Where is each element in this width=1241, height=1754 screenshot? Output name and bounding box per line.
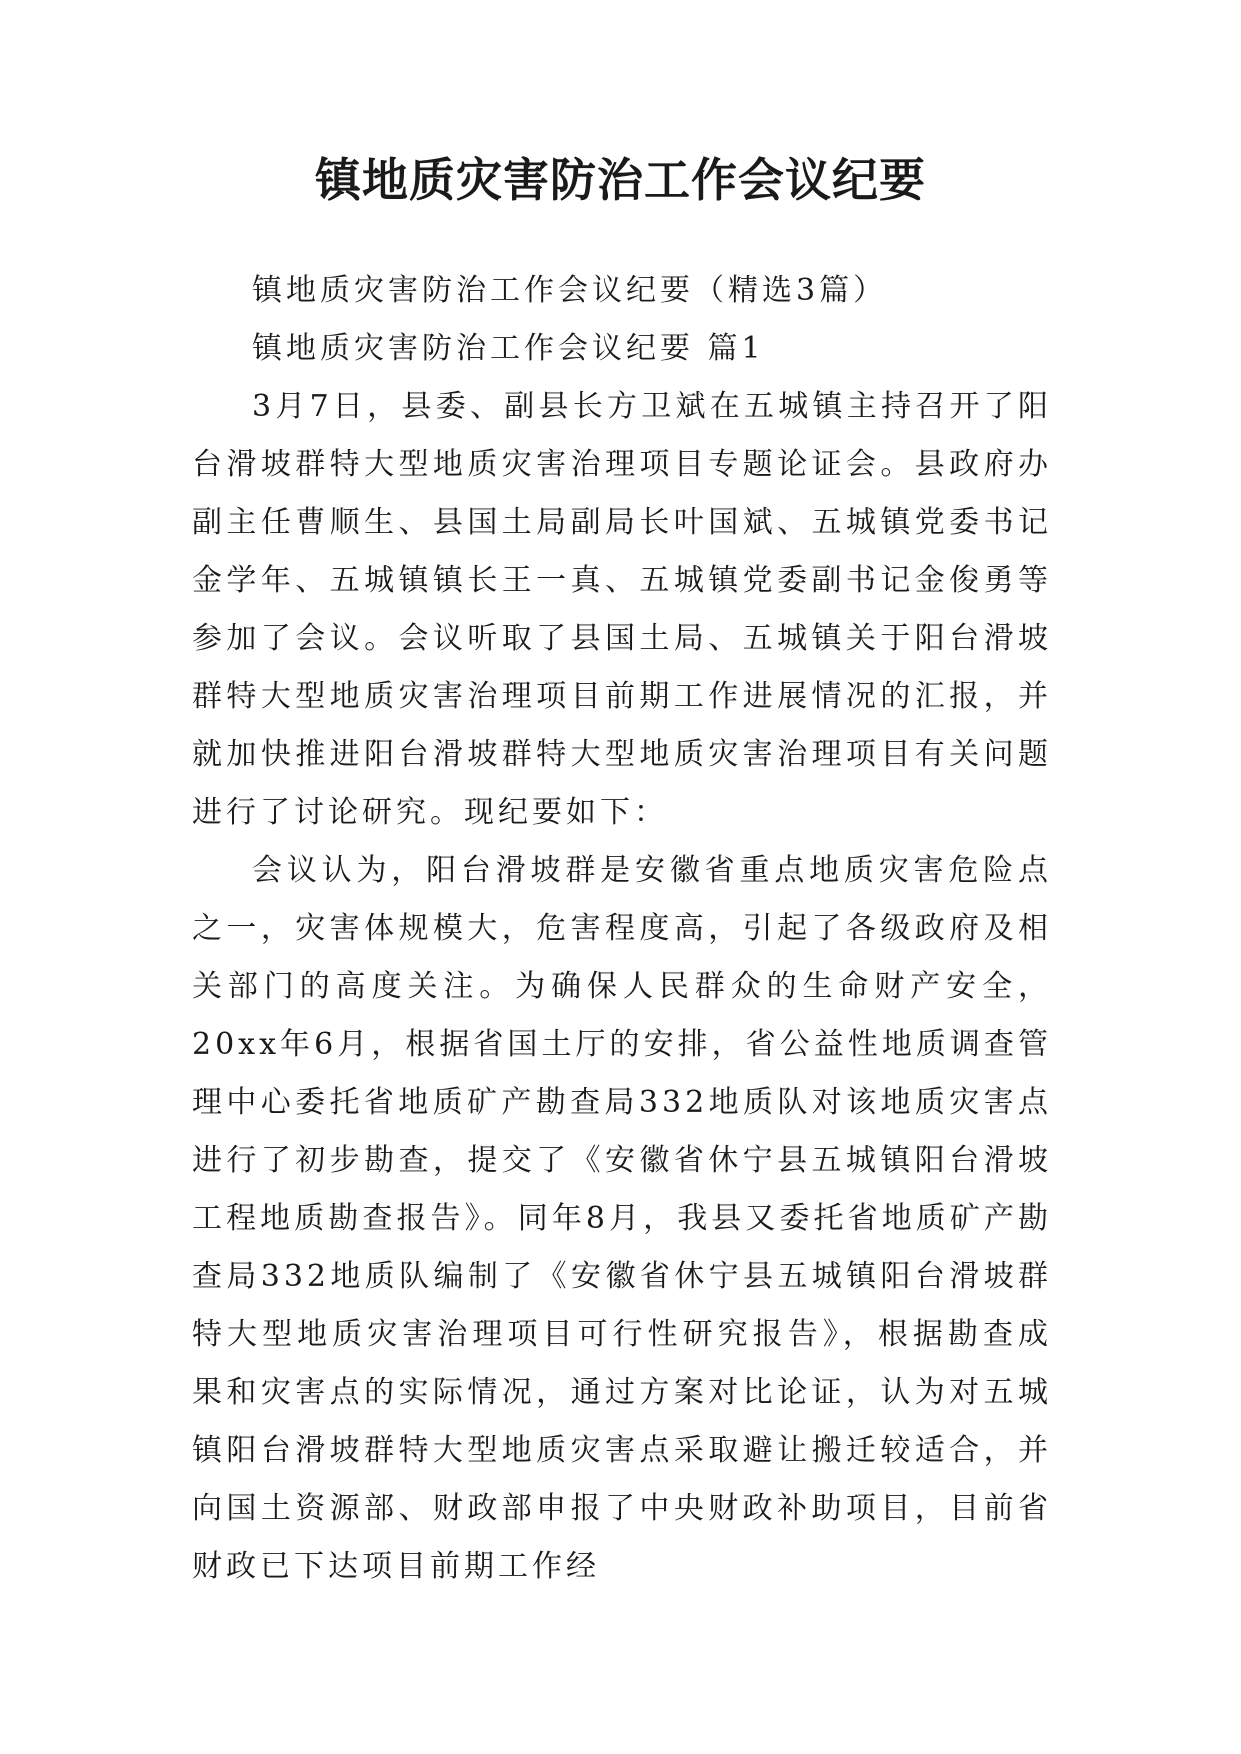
section-heading: 镇地质灾害防治工作会议纪要 篇1 bbox=[252, 331, 765, 366]
document-subtitle: 镇地质灾害防治工作会议纪要（精选3篇） bbox=[252, 273, 888, 308]
document-title: 镇地质灾害防治工作会议纪要 bbox=[315, 153, 926, 207]
document-body bbox=[192, 262, 1052, 1596]
body-paragraph: 会议认为，阳台滑坡群是安徽省重点地质灾害危险点之一，灾害体规模大，危害程度高，引起了各级政府及相关部门的高度关注。为确保人民群众的生命财产安全，20xx年6月，根据省国土厅的安排，省公益性地质调查管理中心委托省地质矿产勘查局332地质队对该地质灾害点进行了初步勘查，提交了《安徽省休宁县五城镇阳台滑坡工程地质勘查报告》。同年8月，我县又委托省地质矿产勘查局332地质队编制了《安徽省休宁县五城镇阳台滑坡群特大型地质灾害治理项目可行性研究报告》，根据勘查成果和灾害点的实际情况，通过方案对比论证，认为对五城镇阳台滑坡群特大型地质灾害点采取避让搬迁较适合，并向国土资源部、财政部申报了中央财政补助项目，目前省财政已下达项目前期工作经 bbox=[192, 853, 1052, 1584]
body-paragraph: 3月7日，县委、副县长方卫斌在五城镇主持召开了阳台滑坡群特大型地质灾害治理项目专题论证会。县政府办副主任曹顺生、县国土局副局长叶国斌、五城镇党委书记金学年、五城镇镇长王一真、五城镇党委副书记金俊勇等参加了会议。会议听取了县国土局、五城镇关于阳台滑坡群特大型地质灾害治理项目前期工作进展情况的汇报，并就加快推进阳台滑坡群特大型地质灾害治理项目有关问题进行了讨论研究。现纪要如下： bbox=[192, 389, 1052, 830]
